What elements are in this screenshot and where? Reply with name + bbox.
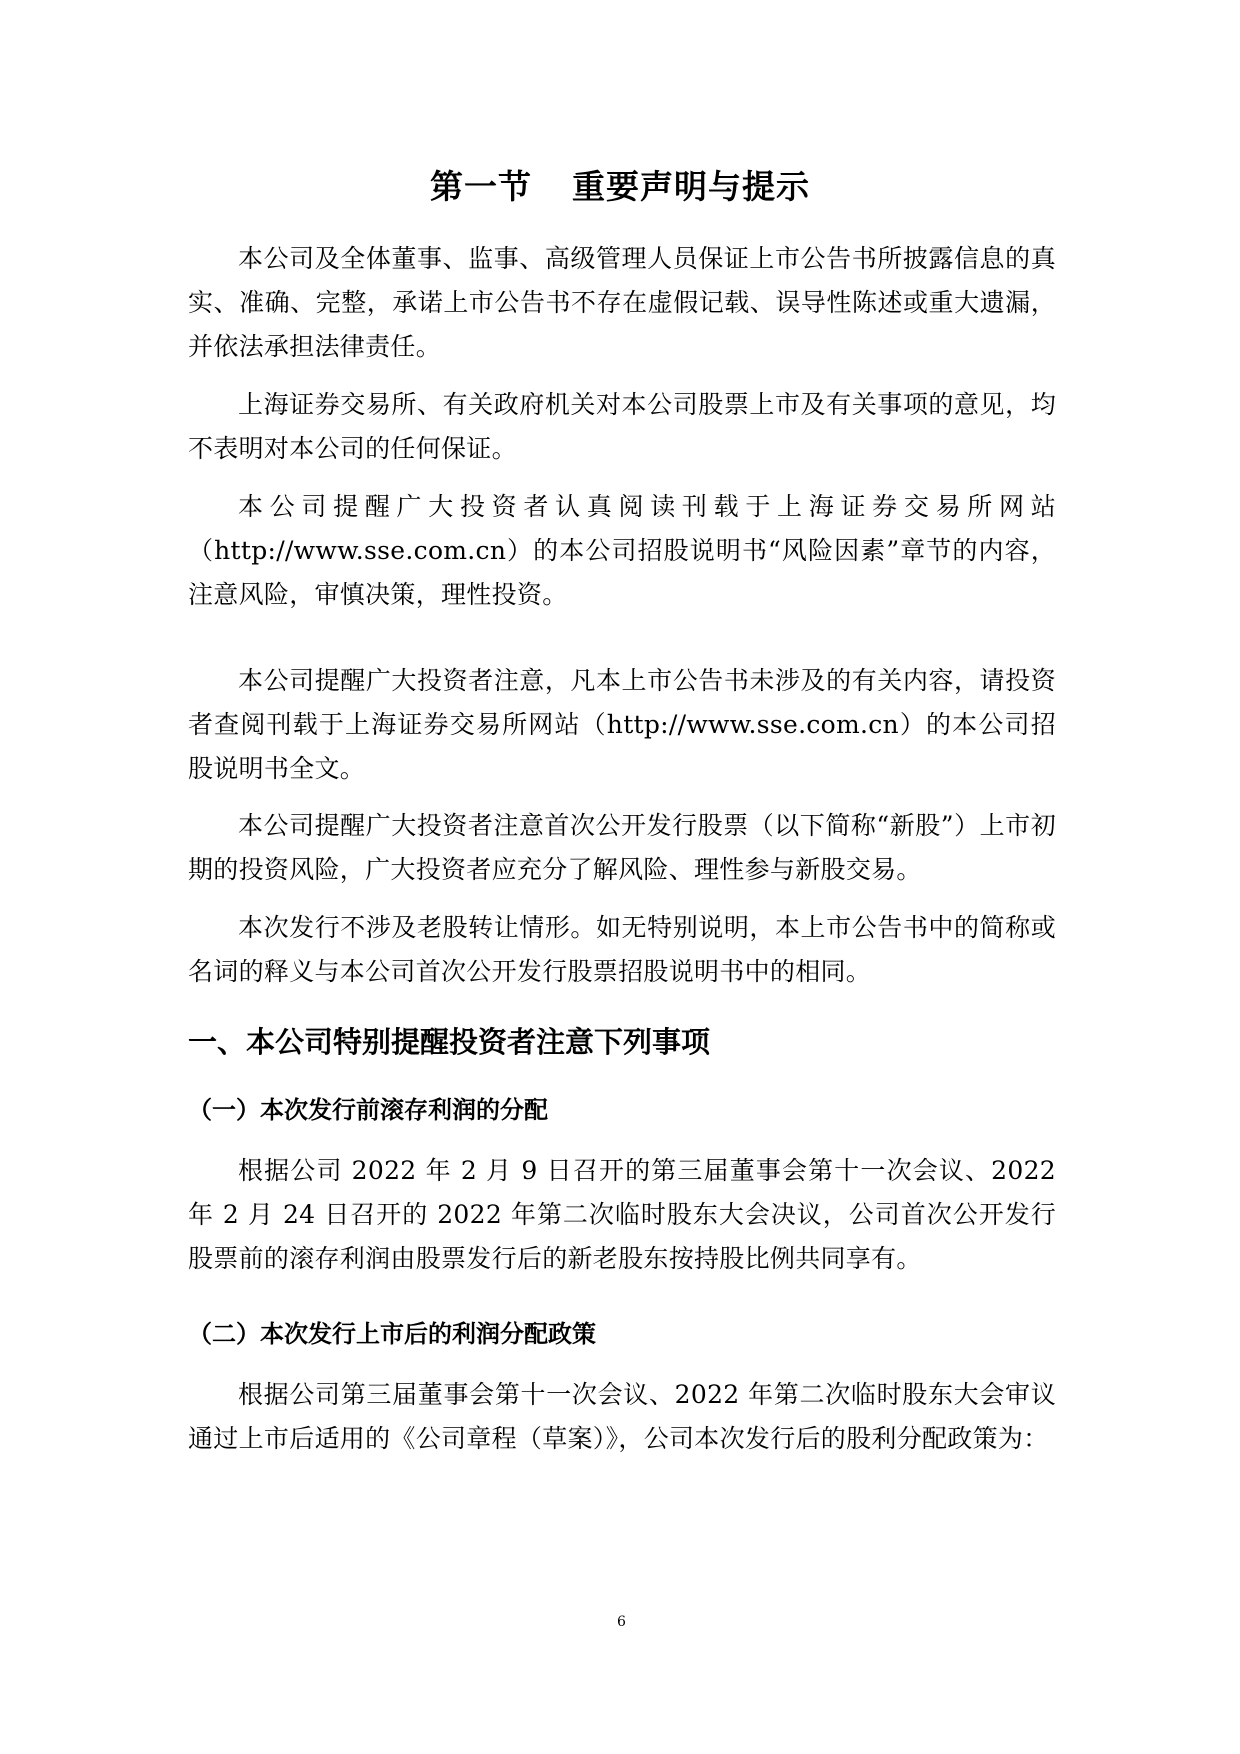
- page-number: 6: [617, 1614, 626, 1630]
- paragraph-dividend-policy: 根据公司第三届董事会第十一次会议、2022 年第二次临时股东大会审议通过上市后适用的《公司章程（草案）》，公司本次发行后的股利分配政策为：: [188, 1380, 1056, 1453]
- subsection-heading-dividend-policy: （二）本次发行上市后的利润分配政策: [188, 1320, 596, 1348]
- subsection-heading-retained-profit: （一）本次发行前滚存利润的分配: [188, 1096, 548, 1124]
- section-number: 第一节: [430, 167, 532, 206]
- paragraph-exchange-notice: 上海证券交易所、有关政府机关对本公司股票上市及有关事项的意见，均不表明对本公司的任何保证。: [188, 390, 1056, 463]
- section-heading: 一、本公司特别提醒投资者注意下列事项: [188, 1025, 711, 1059]
- page-title: [0, 165, 1240, 209]
- paragraph-definitions: 本次发行不涉及老股转让情形。如无特别说明，本上市公告书中的简称或名词的释义与本公司首次公开发行股票招股说明书中的相同。: [188, 913, 1056, 986]
- paragraph-risk-reading: 本公司提醒广大投资者认真阅读刊载于上海证券交易所网站（http://www.sse.com.cn）的本公司招股说明书“风险因素”章节的内容，注意风险，审慎决策，理性投资。: [188, 492, 1056, 609]
- paragraph-retained-profit: 根据公司 2022 年 2 月 9 日召开的第三届董事会第十一次会议、2022 年 2 月 24 日召开的 2022 年第二次临时股东大会决议，公司首次公开发行股票前的滚存利润由股票发行后的新老股东按持股比例共同享有。: [188, 1156, 1056, 1273]
- paragraph-full-prospectus: 本公司提醒广大投资者注意，凡本上市公告书未涉及的有关内容，请投资者查阅刊载于上海证券交易所网站（http://www.sse.com.cn）的本公司招股说明书全文。: [188, 666, 1056, 783]
- paragraph-new-share-risk: 本公司提醒广大投资者注意首次公开发行股票（以下简称“新股”）上市初期的投资风险，广大投资者应充分了解风险、理性参与新股交易。: [188, 811, 1056, 884]
- section-name: 重要声明与提示: [572, 167, 810, 206]
- paragraph-declaration: 本公司及全体董事、监事、高级管理人员保证上市公告书所披露信息的真实、准确、完整，承诺上市公告书不存在虚假记载、误导性陈述或重大遗漏，并依法承担法律责任。: [188, 244, 1056, 361]
